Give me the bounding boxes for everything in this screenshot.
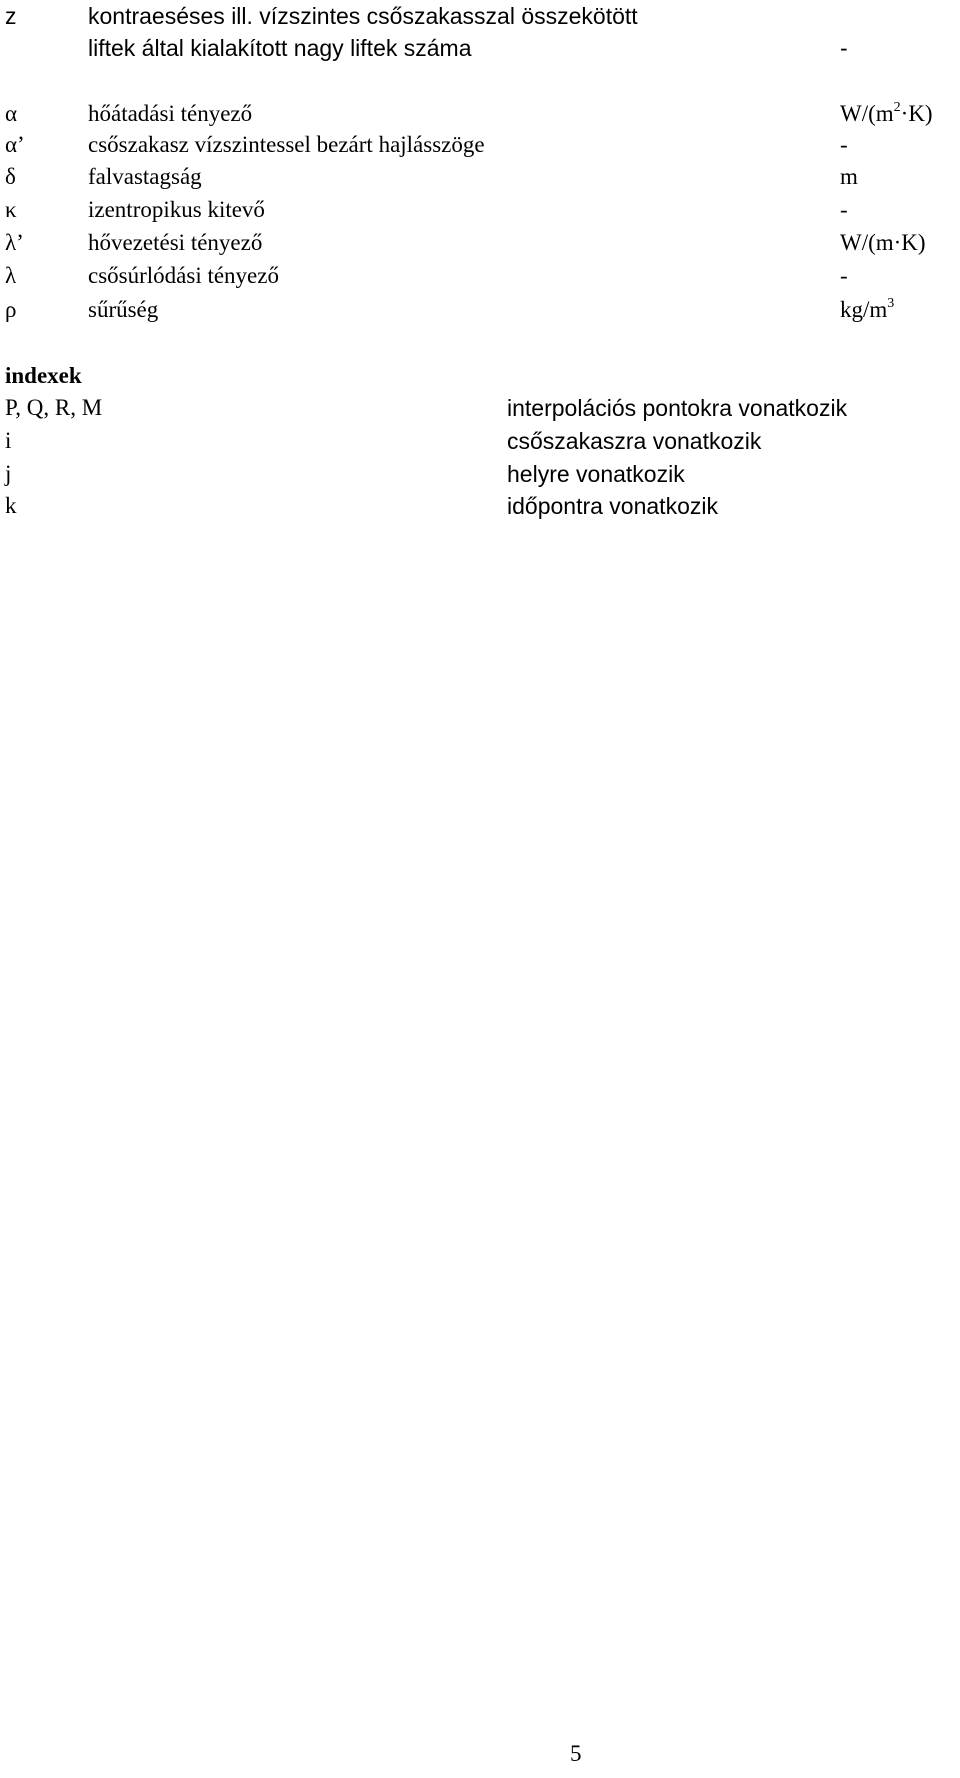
description: sűrűség — [88, 297, 159, 322]
index-meaning: csőszakaszra vonatkozik — [507, 428, 762, 454]
intro-line-2: liftek által kialakított nagy liftek száma — [88, 35, 472, 61]
unit: W/(m·K) — [840, 230, 926, 255]
symbol-lambda-prime: λ’ — [5, 230, 24, 255]
index-key: k — [5, 493, 17, 518]
symbol-rho: ρ — [5, 297, 17, 322]
description: izentropikus kitevő — [88, 197, 265, 222]
intro-line-1: kontraeséses ill. vízszintes csőszakasszal összekötött — [88, 3, 638, 29]
indices-heading: indexek — [5, 363, 82, 388]
unit: - — [840, 132, 848, 157]
description: csősúrlódási tényező — [88, 263, 279, 288]
description: hővezetési tényező — [88, 230, 263, 255]
symbol-kappa: κ — [5, 197, 17, 222]
unit: $W/(m^2\cdot K)$ — [840, 100, 933, 126]
index-meaning: interpolációs pontokra vonatkozik — [507, 395, 848, 421]
symbol-lambda: λ — [5, 263, 17, 288]
unit: - — [840, 197, 848, 222]
description: hőátadási tényező — [88, 101, 253, 126]
index-meaning: időpontra vonatkozik — [507, 493, 718, 519]
description: falvastagság — [88, 164, 202, 189]
index-meaning: helyre vonatkozik — [507, 461, 685, 487]
intro-unit: - — [840, 35, 848, 61]
page-number: 5 — [570, 1741, 582, 1766]
symbol-alpha-prime: α’ — [5, 132, 25, 157]
unit: - — [840, 263, 848, 288]
description: csőszakasz vízszintessel bezárt hajlásszöge — [88, 132, 485, 157]
symbol-alpha: α — [5, 101, 18, 126]
symbol-delta: δ — [5, 164, 16, 189]
index-key: i — [5, 428, 12, 453]
index-key: P, Q, R, M — [5, 395, 103, 420]
index-key: j — [5, 461, 12, 486]
unit: m — [840, 164, 858, 189]
intro-symbol: z — [5, 3, 17, 29]
unit: $kg/m^3$ — [840, 296, 895, 322]
